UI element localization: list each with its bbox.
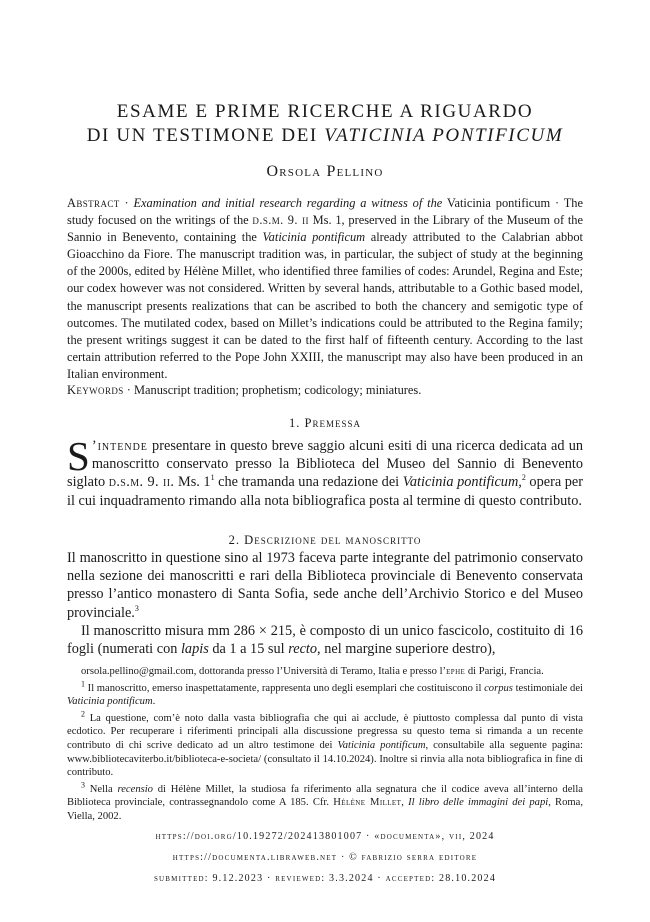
para2-b: da 1 a 15 sul xyxy=(208,641,289,658)
title-prefix: DI UN TESTIMONE DEI xyxy=(86,125,325,146)
fn1-vat: Vaticinia pontificum xyxy=(67,696,153,708)
descrizione-para-1: Il manoscritto in questione sino al 1973 faceva parte integrante del patrimonio conservato nella sezione dei manoscritti e rari della Biblioteca provinciale di Benevento conservata presso l’antico monastero di Santa Sofia, sede anche dell’Archivio Storico e del Museo provinciale. xyxy=(67,550,583,621)
fn1-b: testimoniale dei xyxy=(512,682,583,694)
author-note-b: di Parigi, Francia. xyxy=(465,666,544,677)
drop-cap: S xyxy=(67,433,90,479)
abstract-text-1: The study focused on the writings of the xyxy=(67,196,583,228)
premessa-text-2: Ms. 1 xyxy=(174,474,211,491)
footnote-1-number: 1 xyxy=(81,679,85,689)
premessa-text-3: che tramanda una redazione dei xyxy=(214,474,403,491)
fn1-c: . xyxy=(152,696,156,708)
paragraph-premessa xyxy=(67,433,584,510)
ephe-abbrev: ephe xyxy=(446,666,466,677)
descrizione-para-2 xyxy=(67,622,583,658)
abstract-title-italic: Examination and initial research regarding a witness of the xyxy=(133,196,443,210)
title-italic: VATICINIA PONTIFICUM xyxy=(324,125,564,146)
fn3-d: , Roma, Viella, 2002. xyxy=(67,797,584,822)
premessa-vaticinia: Vaticinia pontificum, xyxy=(402,474,522,491)
section-heading-premessa: 1. Premessa xyxy=(288,416,362,430)
premessa-text-1: presentare in questo breve saggio alcuni esiti di una ricerca dedicata ad un manoscritto conservato presso la Biblioteca del Museo del Sannio di Benevento siglato xyxy=(67,438,583,491)
footnote-ref-2[interactable]: 2 xyxy=(521,473,526,483)
fn3-author: Hélène Millet xyxy=(333,797,402,809)
footnotes xyxy=(67,665,583,827)
footnote-ref-3[interactable]: 3 xyxy=(134,603,139,613)
abstract-text-3: already attributed to the Calabrian abbot Gioacchino da Fiore. The manuscript tradition was, in particular, the subject of study at the beginning of the 2000s, edited by Hélène Millet, who identified three families of codes: Arundel, Regina and Este; our codex however was not considered. Written by several hands, attributable to a Gothic based model, the manuscript presents realizations that can be ascribed to both the chancery and semigotic type of outcomes. The mutilated codex, based on Millet’s indications could be attributed to the Regina family; the present writings suggest it can be dated to the first half of fifteenth century. According to the last certain attribution referred to the Pope John XXIII, the manuscript may also have been produced in an Italian environment. xyxy=(67,230,584,381)
fn3-c: , xyxy=(401,797,409,809)
footnote-2 xyxy=(67,709,584,780)
author-footnote xyxy=(67,665,583,679)
fn1-corpus: corpus xyxy=(484,682,513,694)
para2-a: Il manoscritto misura mm 286 × 215, è composto di un unico fascicolo, costituito di 16 fogli (numerati con xyxy=(67,622,583,658)
fn3-a: Nella xyxy=(85,783,118,795)
para2-lapis: lapis xyxy=(180,641,209,658)
article-title-line-1: ESAME E PRIME RICERCHE A RIGUARDO xyxy=(116,101,534,122)
para2-c: , nel margine superiore destro), xyxy=(317,641,496,658)
fn2-vat: Vaticinia pontificum xyxy=(337,739,426,751)
author-note-a: orsola.pellino@gmail.com, dottoranda presso l’Università di Teramo, Italia e presso l’ xyxy=(81,666,447,677)
fn3-book: Il libro delle immagini dei papi xyxy=(408,797,549,809)
keywords-label: Keywords xyxy=(67,383,124,397)
article-title-line-2 xyxy=(40,124,610,148)
author-name: Orsola Pellino xyxy=(266,163,384,180)
keywords-text: Manuscript tradition; prophetism; codicology; miniatures. xyxy=(133,383,422,397)
abstract xyxy=(67,195,583,383)
colophon-publisher: https://documenta.libraweb.net · © fabrizio serra editore xyxy=(172,852,478,863)
paragraph-descrizione xyxy=(67,549,583,658)
fn3-recensio: recensio xyxy=(117,783,153,795)
para2-recto: recto xyxy=(288,641,318,658)
footnote-1 xyxy=(67,679,583,709)
footnote-ref-1[interactable]: 1 xyxy=(210,473,215,483)
fn2-a: La questione, com’è noto dalla vasta bibliografia che qui ai acclude, è piuttosto complessa dal punto di vista ecdotico. Per recuperare i riferimenti principali alla discussione pregressa su questo tema si rimanda a un recente contributo di chi scrive dedicato ad un altro testimone dei xyxy=(67,712,583,751)
fn2-b: , consultabile alla seguente pagina: www.bibliotecaviterbo.it/biblioteca-e-societa/ (consultato il 14.10.2024). Inoltre si rinvia alla nota bibliografica in fine di contributo. xyxy=(67,739,584,779)
fn1-a: Il manoscritto, emerso inaspettatamente, rappresenta uno degli esemplari che costituiscono il xyxy=(85,682,485,694)
footnote-3 xyxy=(67,780,584,824)
abstract-sep: · xyxy=(119,196,134,210)
abstract-label: Abstract xyxy=(67,196,120,210)
premessa-text-4: opera per il cui inquadramento rimando alla nota bibliografica posta al termine di questo contributo. xyxy=(67,474,584,509)
keywords xyxy=(67,382,583,399)
colophon-doi: https://doi.org/10.19272/202413801007 · «documenta», vii, 2024 xyxy=(155,831,495,842)
footnote-2-number: 2 xyxy=(81,709,85,719)
keywords-sep: · xyxy=(123,383,134,397)
section-heading-descrizione: 2. Descrizione del manoscritto xyxy=(228,533,422,547)
premessa-shelfmark: d.s.m. 9. ii. xyxy=(108,474,175,491)
abstract-text-2: Ms. 1, preserved in the Library of the Museum of the Sannio in Benevento, containing the xyxy=(67,213,583,245)
lead-word: ’intende xyxy=(91,438,148,454)
fn3-b: di Hélène Millet, la studiosa fa riferimento alla segnatura che il codice aveva all’interno della Biblioteca provinciale, contrassegnandolo come A 185. Cfr. xyxy=(67,783,584,809)
abstract-sep-2: · xyxy=(550,196,564,210)
abstract-shelfmark: d.s.m. 9. ii xyxy=(252,213,309,228)
abstract-title-roman: Vaticinia pontificum xyxy=(442,196,551,210)
abstract-vaticinia: Vaticinia pontificum xyxy=(262,230,366,245)
footnote-3-number: 3 xyxy=(81,780,85,790)
colophon-dates: submitted: 9.12.2023 · reviewed: 3.3.2024 · accepted: 28.10.2024 xyxy=(153,873,497,884)
